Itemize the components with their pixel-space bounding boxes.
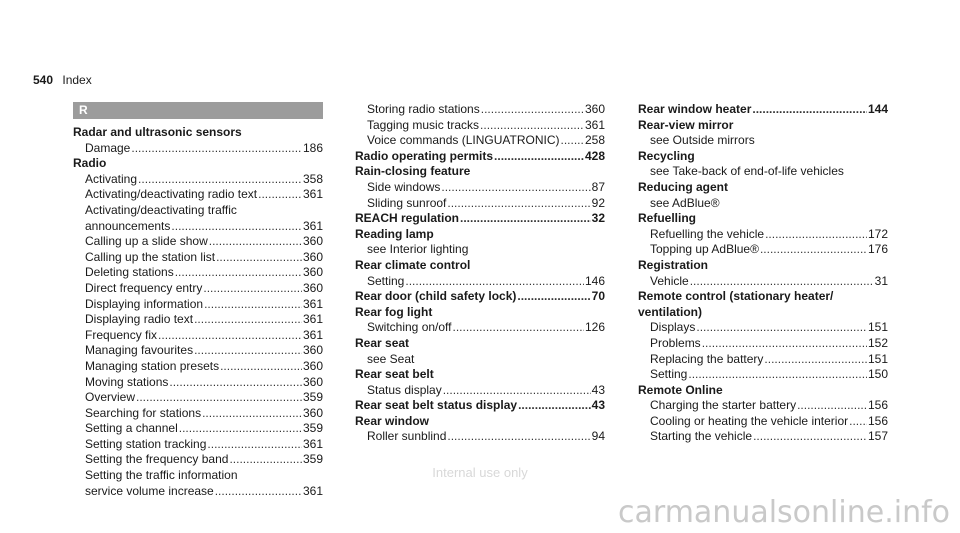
index-subentry [638,352,888,368]
index-subentry [638,414,888,430]
leader-dots [209,234,302,250]
index-term [638,102,888,118]
index-subentry [73,484,323,500]
index-subentry [73,141,323,157]
index-term: Radio [73,156,107,171]
page-ref: 360 [302,265,323,280]
page-ref: 92 [591,195,605,210]
entry-text: service volume increase [85,483,214,498]
index-subentry [73,234,323,250]
index-subentry [355,320,605,336]
index-column-3 [638,102,888,445]
leader-dots [405,274,584,290]
entry-text: Searching for stations [85,405,202,420]
index-subentry: Setting the traffic information [85,468,238,483]
index-subentry [638,242,888,258]
index-subentry [638,274,888,290]
entry-text: Setting [367,273,405,288]
leader-dots [752,102,867,118]
entry-text: Starting the vehicle [650,429,753,444]
page-ref: 156 [867,413,888,428]
index-subentry [355,429,605,445]
page-ref: 358 [302,171,323,186]
index-term [355,289,605,305]
page-ref: 152 [867,335,888,350]
page-ref: 359 [302,421,323,436]
page-ref: 31 [874,273,888,288]
page-ref: 360 [584,102,605,116]
entry-text: Managing station presets [85,358,220,373]
leader-dots [258,187,302,203]
page-ref: 360 [302,234,323,249]
leader-dots [447,429,590,445]
index-subentry [73,421,323,437]
entry-text: REACH regulation [355,211,460,226]
leader-dots [194,343,302,359]
entry-text: Voice commands (LINGUATRONIC) [367,133,560,148]
leader-dots [760,242,867,258]
leader-dots [460,211,591,227]
index-term: Rear climate control [355,257,471,272]
entry-text: Rear seat belt status display [355,398,518,413]
entry-text: Deleting stations [85,265,174,280]
index-term: Rear fog light [355,304,433,319]
page-ref: 428 [584,148,605,163]
leader-dots [220,359,302,375]
letter-heading: R [73,102,323,119]
page-ref: 361 [302,218,323,233]
index-term [355,211,605,227]
leader-dots [518,398,591,414]
entry-text: Direct frequency entry [85,280,203,295]
index-term: Registration [638,257,709,272]
entry-text: Activating/deactivating radio text [85,187,258,202]
entry-text: Switching on/off [367,320,452,335]
entry-text: Activating [85,171,138,186]
leader-dots [690,274,874,290]
index-subentry [638,429,888,445]
entry-text: Frequency fix [85,327,158,342]
page-ref: 361 [302,187,323,202]
index-subentry: see Outside mirrors [650,133,755,148]
entry-text: Setting [650,367,688,382]
leader-dots [441,180,590,196]
leader-dots [447,196,590,212]
page-ref: 43 [591,398,605,413]
index-subentry: see Interior lighting [367,242,469,257]
entry-text: Calling up a slide show [85,234,208,249]
index-subentry [355,102,605,118]
leader-dots [204,297,302,313]
page-ref: 361 [302,436,323,451]
index-subentry [73,281,323,297]
entry-text: Setting the frequency band [85,452,229,467]
page-number: 540 [33,73,54,87]
leader-dots [797,398,867,414]
leader-dots [688,367,867,383]
page-ref: 360 [302,358,323,373]
leader-dots [696,320,867,336]
leader-dots [764,352,867,368]
leader-dots [131,141,302,157]
entry-text: Overview [85,390,136,405]
entry-text: Setting a channel [85,421,178,436]
page-ref: 361 [302,312,323,327]
entry-text: Problems [650,335,701,350]
leader-dots [561,133,584,149]
page-ref: 156 [867,398,888,413]
index-subentry [73,406,323,422]
index-subentry [355,180,605,196]
index-term: Rear seat [355,335,410,350]
index-subentry [638,336,888,352]
page-ref: 172 [867,226,888,241]
page-ref: 359 [302,390,323,405]
page-ref: 360 [302,280,323,295]
page-ref: 146 [584,273,605,288]
entry-text: Vehicle [650,273,689,288]
index-subentry [73,359,323,375]
page-ref: 94 [591,429,605,444]
leader-dots [453,320,584,336]
index-subentry [73,390,323,406]
leader-dots [169,375,302,391]
entry-text: Replacing the battery [650,351,764,366]
leader-dots [203,281,302,297]
page-ref: 32 [591,211,605,226]
index-subentry [73,343,323,359]
leader-dots [138,172,302,188]
site-watermark: carmanualsonline.info [618,495,950,530]
index-term: Recycling [638,148,695,163]
index-term: Reading lamp [355,226,434,241]
leader-dots [136,390,302,406]
page-ref: 258 [584,133,605,148]
index-term: Rear-view mirror [638,117,734,132]
page-ref: 126 [584,320,605,335]
index-term: Rear seat belt [355,367,434,382]
leader-dots [194,312,302,328]
index-term: Remote Online [638,382,723,397]
page-ref: 361 [302,327,323,342]
entry-text: Refuelling the vehicle [650,226,765,241]
index-subentry [638,367,888,383]
entry-text: Sliding sunroof [367,195,447,210]
entry-text: Cooling or heating the vehicle interior [650,413,849,428]
index-column-1 [73,102,323,499]
index-subentry [638,398,888,414]
index-subentry [355,133,605,149]
index-column-2 [355,102,605,445]
leader-dots [171,219,302,235]
index-subentry [638,320,888,336]
page-ref: 87 [591,179,605,194]
index-term: Rain-closing feature [355,164,471,179]
page-ref: 151 [867,351,888,366]
entry-text: Damage [85,140,131,155]
page-ref: 150 [867,367,888,382]
leader-dots [443,383,591,399]
page-ref: 360 [302,249,323,264]
index-term [355,149,605,165]
index-subentry [73,250,323,266]
entry-text: Displaying information [85,296,204,311]
index-term: Reducing agent [638,179,729,194]
page-ref: 70 [591,289,605,304]
index-subentry [73,375,323,391]
entry-text: Rear door (child safety lock) [355,289,517,304]
index-subentry [355,274,605,290]
page-ref: 360 [302,374,323,389]
leader-dots [158,328,302,344]
entry-text: Roller sunblind [367,429,447,444]
page-ref: 360 [302,405,323,420]
index-term: Radar and ultrasonic sensors [73,125,242,139]
entry-text: Setting station tracking [85,436,207,451]
index-subentry [355,118,605,134]
entry-text: Status display [367,382,442,397]
leader-dots [175,265,302,281]
index-subentry: see Take-back of end-of-life vehicles [650,164,844,179]
entry-text: Displaying radio text [85,312,194,327]
section-title: Index [62,73,92,87]
leader-dots [849,414,867,430]
watermark: Internal use only [432,465,528,480]
index-subentry: Activating/deactivating traffic [85,202,237,217]
entry-text: Rear window heater [638,102,752,116]
page-ref: 361 [302,483,323,498]
index-term: Refuelling [638,211,697,226]
index-subentry [73,265,323,281]
page-header [33,73,92,87]
index-subentry [73,297,323,313]
page-ref: 157 [867,429,888,444]
entry-text: Calling up the station list [85,249,216,264]
index-term [355,398,605,414]
entry-text: announcements [85,218,171,233]
index-subentry [73,219,323,235]
leader-dots [481,102,584,118]
index-subentry [73,187,323,203]
entry-text: Charging the starter battery [650,398,797,413]
leader-dots [517,289,590,305]
leader-dots [753,429,867,445]
index-term: Rear window [355,413,430,428]
leader-dots [207,437,302,453]
leader-dots [480,118,584,134]
page-ref: 151 [867,320,888,335]
entry-text: Topping up AdBlue® [650,242,759,257]
page-ref: 361 [302,296,323,311]
entry-text: Displays [650,320,696,335]
index-subentry [73,172,323,188]
index-subentry [638,227,888,243]
leader-dots [702,336,867,352]
leader-dots [765,227,867,243]
index-subentry [73,312,323,328]
leader-dots [215,484,302,500]
page-ref: 144 [867,102,888,116]
entry-text: Tagging music tracks [367,117,480,132]
index-subentry: see Seat [367,351,415,366]
leader-dots [216,250,302,266]
index-subentry [355,196,605,212]
entry-text: Storing radio stations [367,102,480,116]
entry-text: Radio operating permits [355,148,494,163]
page-ref: 360 [302,343,323,358]
leader-dots [179,421,302,437]
index-subentry [355,383,605,399]
leader-dots [202,406,302,422]
index-subentry [73,437,323,453]
entry-text: Side windows [367,179,441,194]
index-term: ventilation) [638,304,703,319]
page-ref: 361 [584,117,605,132]
entry-text: Moving stations [85,374,169,389]
page-ref: 43 [591,382,605,397]
entry-text: Managing favourites [85,343,194,358]
page-ref: 186 [302,140,323,155]
page-ref: 359 [302,452,323,467]
leader-dots [494,149,584,165]
page-ref: 176 [867,242,888,257]
index-term: Remote control (stationary heater/ [638,289,834,304]
index-subentry [73,328,323,344]
index-subentry: see AdBlue® [650,195,720,210]
